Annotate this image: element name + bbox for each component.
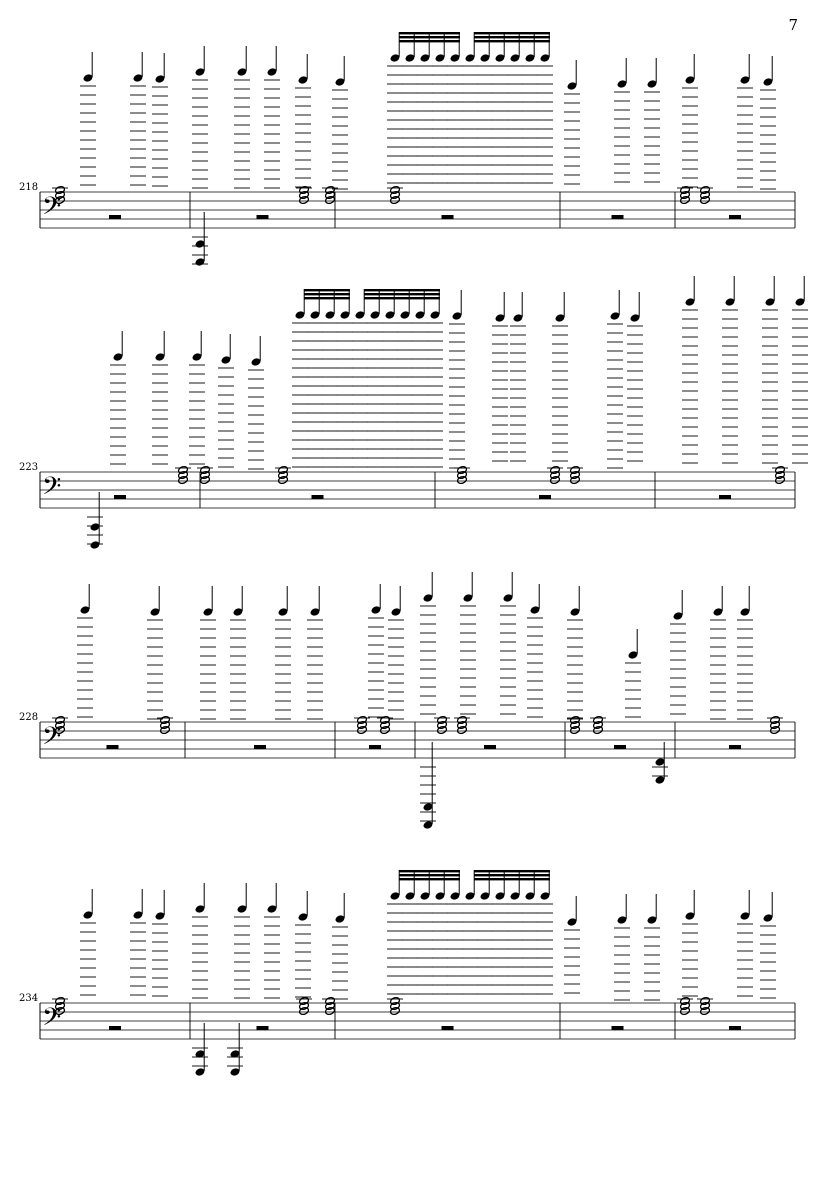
chord xyxy=(296,996,312,1015)
note xyxy=(130,889,146,995)
note xyxy=(80,889,96,995)
note xyxy=(614,894,630,1000)
note xyxy=(264,883,280,998)
note xyxy=(295,891,311,997)
beam xyxy=(474,870,550,872)
rest xyxy=(729,1026,741,1030)
note xyxy=(462,870,478,994)
chord xyxy=(677,996,693,1015)
note xyxy=(332,893,348,999)
chord xyxy=(387,996,403,1015)
bass-clef-icon: 𝄢 xyxy=(42,192,62,227)
note xyxy=(387,870,403,994)
bass-clef-icon: 𝄢 xyxy=(42,722,62,757)
bass-clef-icon: 𝄢 xyxy=(42,472,62,507)
rest xyxy=(109,1026,121,1030)
note xyxy=(417,870,433,994)
note xyxy=(644,894,660,1000)
note xyxy=(477,870,493,994)
low-note xyxy=(227,1023,243,1077)
note xyxy=(682,890,698,996)
note xyxy=(402,870,418,994)
note xyxy=(192,883,208,998)
measure-number: 218 xyxy=(19,182,39,193)
note xyxy=(522,870,538,994)
beam xyxy=(474,878,550,880)
measure-number: 228 xyxy=(19,712,39,723)
low-note xyxy=(192,1023,208,1077)
beam xyxy=(474,874,550,876)
note xyxy=(234,883,250,998)
rest xyxy=(257,1026,269,1030)
rest xyxy=(442,1026,454,1030)
note xyxy=(537,870,553,994)
note xyxy=(492,870,508,994)
measure-number: 223 xyxy=(19,462,39,473)
bass-clef-icon: 𝄢 xyxy=(42,1003,62,1038)
note xyxy=(760,892,776,998)
beam xyxy=(399,874,460,876)
note xyxy=(432,870,448,994)
rest xyxy=(612,1026,624,1030)
note xyxy=(152,890,168,996)
note xyxy=(564,896,580,993)
note xyxy=(507,870,523,994)
beam xyxy=(399,878,460,880)
page-number: 7 xyxy=(788,16,798,34)
measure-number: 234 xyxy=(19,993,39,1004)
chord xyxy=(697,996,713,1015)
note xyxy=(737,890,753,996)
chord xyxy=(322,996,338,1015)
beam xyxy=(399,870,460,872)
note xyxy=(447,870,463,994)
